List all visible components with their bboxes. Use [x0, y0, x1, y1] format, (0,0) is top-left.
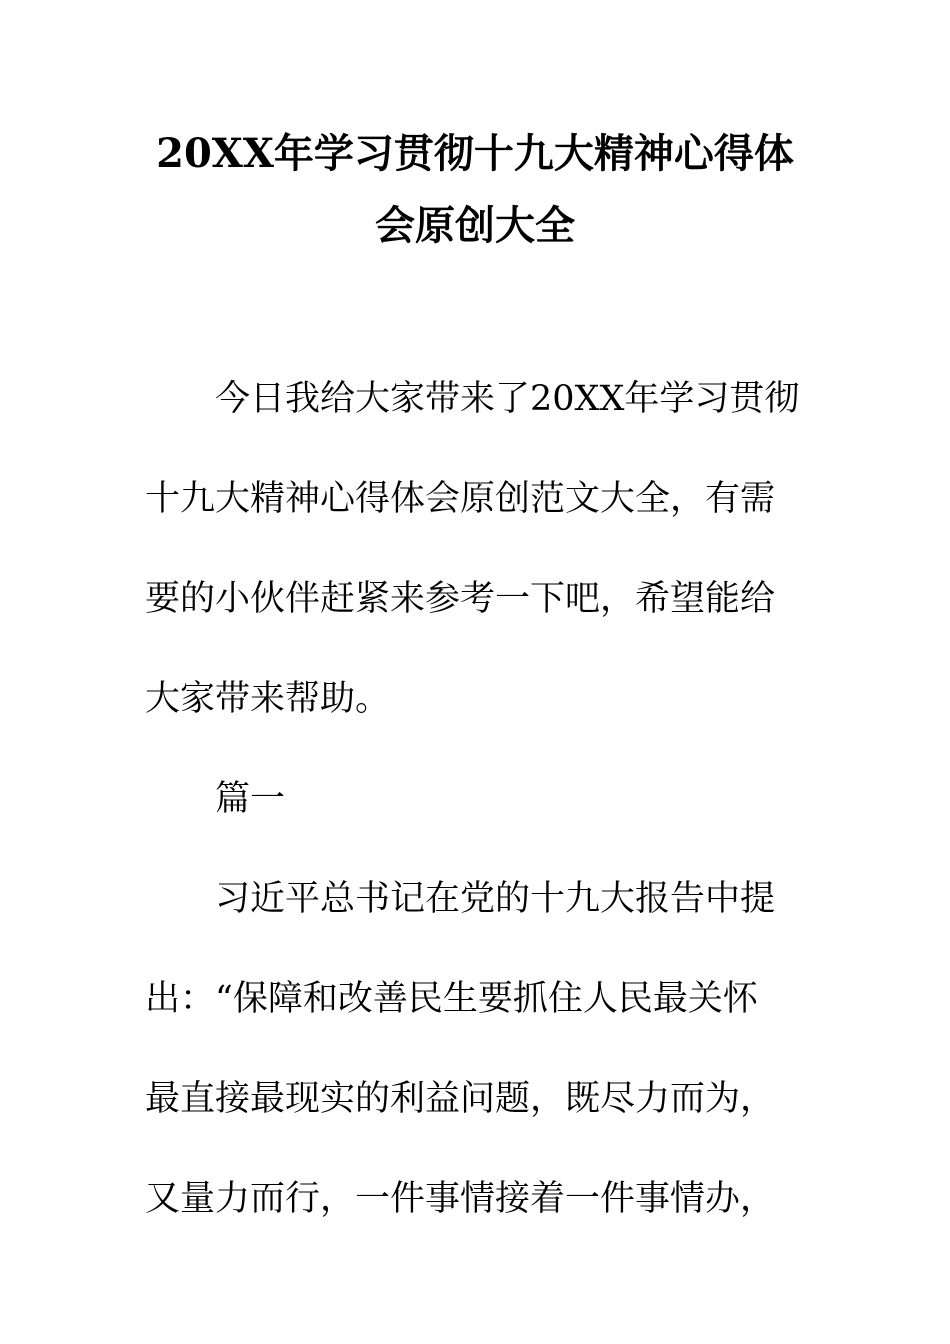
- intro-paragraph-line-3: 要的小伙伴赶紧来参考一下吧，希望能给: [145, 579, 776, 619]
- section-heading: 篇一: [215, 779, 286, 819]
- document-title-line-2: 会原创大全: [375, 202, 575, 249]
- intro-paragraph-line-4: 大家带来帮助。: [145, 679, 391, 719]
- document-title-line-1: 20XX年学习贯彻十九大精神心得体: [156, 130, 794, 177]
- intro-paragraph-line-1: 今日我给大家带来了20XX年学习贯彻: [215, 379, 800, 419]
- body-paragraph-line-2: 出：“保障和改善民生要抓住人民最关怀: [145, 979, 758, 1019]
- intro-paragraph-line-2: 十九大精神心得体会原创范文大全，有需: [145, 479, 776, 519]
- body-paragraph-line-4: 又量力而行，一件事情接着一件事情办，: [145, 1179, 776, 1219]
- body-paragraph-line-3: 最直接最现实的利益问题，既尽力而为，: [145, 1079, 776, 1119]
- body-paragraph-line-1: 习近平总书记在党的十九大报告中提: [215, 879, 776, 919]
